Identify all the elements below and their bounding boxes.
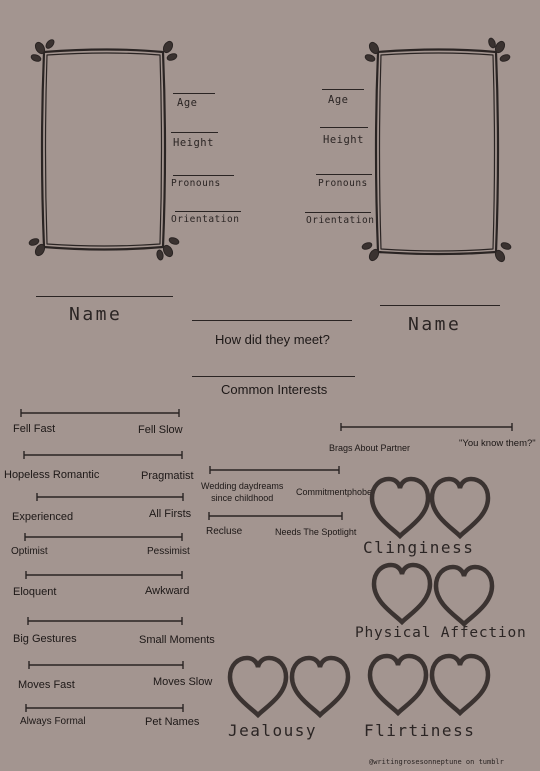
meet-label: How did they meet?	[215, 332, 330, 347]
scale-pragmatist-label: Pragmatist	[141, 470, 194, 482]
scale-you-know-them-label: "You know them?"	[459, 438, 536, 449]
jealousy-label: Jealousy	[228, 721, 318, 740]
left-age-label: Age	[177, 97, 198, 109]
scale-all-firsts-label: All Firsts	[149, 508, 192, 520]
scale-hopeless-romantic-label: Hopeless Romantic	[4, 469, 100, 481]
right-orientation-label: Orientation	[306, 215, 375, 226]
scale-fell-slow-label: Fell Slow	[138, 424, 183, 436]
scale-recluse-label: Recluse	[206, 526, 243, 537]
left-height-label: Height	[173, 137, 214, 149]
scale-fell-fast-label: Fell Fast	[13, 423, 56, 435]
right-height-label: Height	[323, 134, 364, 146]
scale-experienced-label: Experienced	[12, 511, 74, 523]
scale-always-formal-label: Always Formal	[20, 716, 86, 727]
clinginess-heart-1-icon	[372, 479, 428, 536]
scale-small-moments-label: Small Moments	[139, 634, 215, 646]
clinginess-heart-2-icon	[432, 479, 488, 536]
scale-pessimist-label: Pessimist	[147, 546, 190, 557]
interests-label: Common Interests	[221, 382, 328, 397]
clinginess-label: Clinginess	[363, 538, 475, 557]
right-name-label: Name	[408, 314, 462, 335]
scale-wedding-daydreams-label: Wedding daydreams since childhood	[201, 481, 284, 503]
scale-moves-fast-label: Moves Fast	[18, 679, 75, 691]
physical-affection-label: Physical Affection	[355, 625, 527, 641]
scale-big-gestures-label: Big Gestures	[13, 633, 77, 645]
scale-brags-label: Brags About Partner	[329, 443, 411, 453]
scale-needs-spotlight-label: Needs The Spotlight	[275, 527, 357, 537]
left-pronouns-label: Pronouns	[171, 178, 221, 189]
credit-text: @writingrosesonneptune on tumblr	[369, 758, 504, 766]
flirtiness-heart-1-icon	[370, 656, 426, 713]
scale-awkward-label: Awkward	[145, 585, 190, 597]
left-orientation-label: Orientation	[171, 214, 240, 225]
scale-moves-slow-label: Moves Slow	[153, 676, 213, 688]
scale-optimist-label: Optimist	[11, 546, 48, 557]
scale-commitmentphobe-label: Commitmentphobe	[296, 487, 373, 497]
flirtiness-heart-2-icon	[432, 656, 488, 713]
right-pronouns-label: Pronouns	[318, 178, 368, 189]
right-age-label: Age	[328, 94, 349, 106]
scale-eloquent-label: Eloquent	[13, 586, 57, 598]
jealousy-heart-1-icon	[230, 658, 286, 715]
scale-pet-names-label: Pet Names	[145, 716, 200, 728]
left-name-label: Name	[69, 304, 123, 325]
flirtiness-label: Flirtiness	[364, 721, 476, 740]
physical-affection-heart-1-icon	[374, 565, 430, 622]
jealousy-heart-2-icon	[292, 658, 348, 715]
physical-affection-heart-2-icon	[436, 567, 492, 624]
